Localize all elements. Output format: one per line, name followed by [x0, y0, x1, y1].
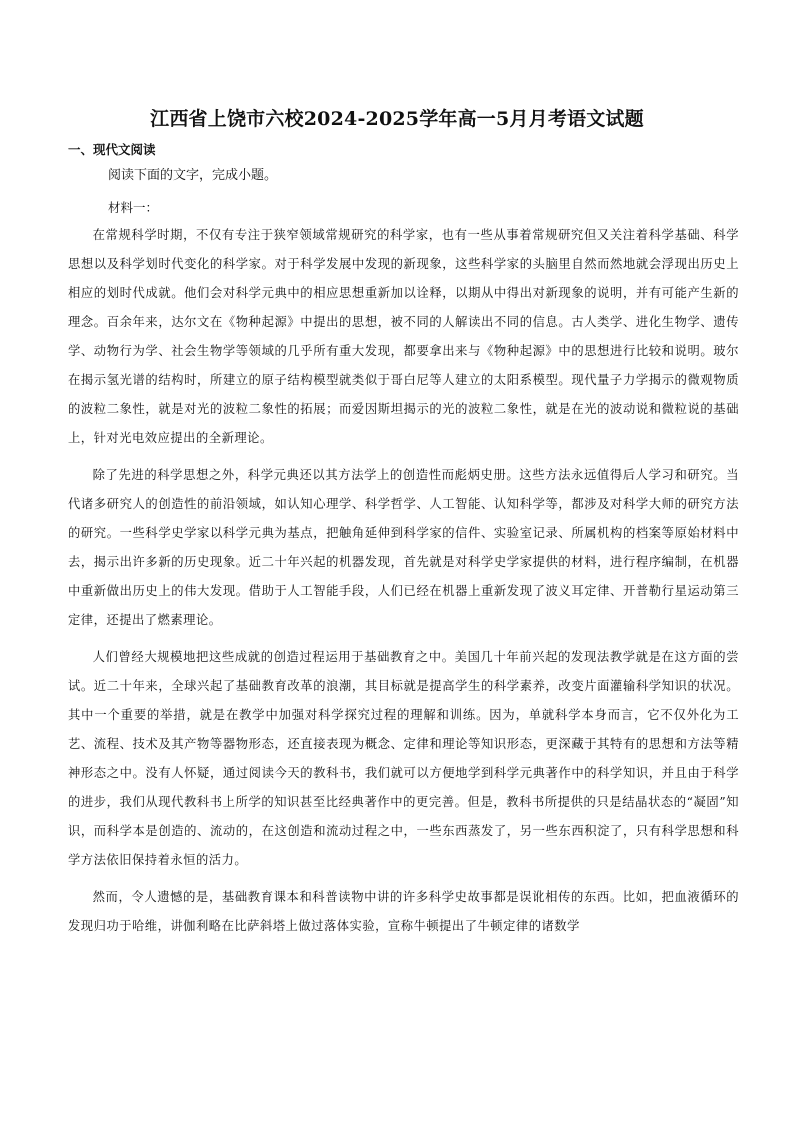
passage-body: [68, 221, 739, 949]
paragraph-1: 在常规科学时期，不仅有专注于狭窄领域常规研究的科学家，也有一些从事着常规研究但又关注着科学基础、科学思想以及科学划时代变化的科学家。对于科学发展中发现的新现象，这些科学家的头脑里自然而然地就会浮现出历史上相应的划时代成就。他们会对科学元典中的相应思想重新加以诠释，以期从中得出对新现象的说明，并有可能产生新的理念。百余年来，达尔文在《物种起源》中提出的思想，被不同的人解读出不同的信息。古人类学、进化生物学、遗传学、动物行为学、社会生物学等领域的几乎所有重大发现，都要拿出来与《物种起源》中的思想进行比较和说明。玻尔在揭示氢光谱的结构时，所建立的原子结构模型就类似于哥白尼等人建立的太阳系模型。现代量子力学揭示的微观物质的波粒二象性，就是对光的波粒二象性的拓展；而爱因斯坦揭示的光的波粒二象性，就是在光的波动说和微粒说的基础上，针对光电效应提出的全新理论。: [68, 228, 739, 445]
material-label: 材料一：: [108, 200, 159, 215]
paragraph-3: 人们曾经大规模地把这些成就的创造过程运用于基础教育之中。美国几十年前兴起的发现法教学就是在这方面的尝试。近二十年来，全球兴起了基础教育改革的浪潮，其目标就是提高学生的科学素养，改变片面灌输科学知识的状况。其中一个重要的举措，就是在教学中加强对科学探究过程的理解和训练。因为，单就科学本身而言，它不仅外化为工艺、流程、技术及其产物等器物形态，还直接表现为概念、定律和理论等知识形态，更深藏于其特有的思想和方法等精神形态之中。没有人怀疑，通过阅读今天的教科书，我们就可以方便地学到科学元典著作中的科学知识，并且由于科学的进步，我们从现代教科书上所学的知识甚至比经典著作中的更完善。但是，教科书所提供的只是结晶状态的“凝固”知识，而科学本是创造的、流动的，在这创造和流动过程之中，一些东西蒸发了，另一些东西积淀了，只有科学思想和科学方法依旧保持着永恒的活力。: [68, 650, 739, 867]
document-title: 江西省上饶市六校2024-2025学年高一5月月考语文试题: [150, 108, 644, 130]
paragraph-4: 然而，令人遗憾的是，基础教育课本和科普读物中讲的许多科学史故事都是误讹相传的东西。比如，把血液循环的发现归功于哈维，讲伽利略在比萨斜塔上做过落体实验，宣称牛顿提出了牛顿定律的诸数学: [68, 890, 739, 933]
paragraph-2: 除了先进的科学思想之外，科学元典还以其方法学上的创造性而彪炳史册。这些方法永远值得后人学习和研究。当代诸多研究人的创造性的前沿领域，如认知心理学、科学哲学、人工智能、认知科学等，都涉及对科学大师的研究方法的研究。一些科学史学家以科学元典为基点，把触角延伸到科学家的信件、实验室记录、所属机构的档案等原始材料中去，揭示出许多新的历史现象。近二十年兴起的机器发现，首先就是对科学史学家提供的材料，进行程序编制，在机器中重新做出历史上的伟大发现。借助于人工智能手段，人们已经在机器上重新发现了波义耳定律、开普勒行星运动第三定律，还提出了燃素理论。: [68, 468, 739, 627]
section-heading: 一、现代文阅读: [68, 142, 156, 157]
reading-instruction: 阅读下面的文字，完成小题。: [108, 168, 278, 183]
